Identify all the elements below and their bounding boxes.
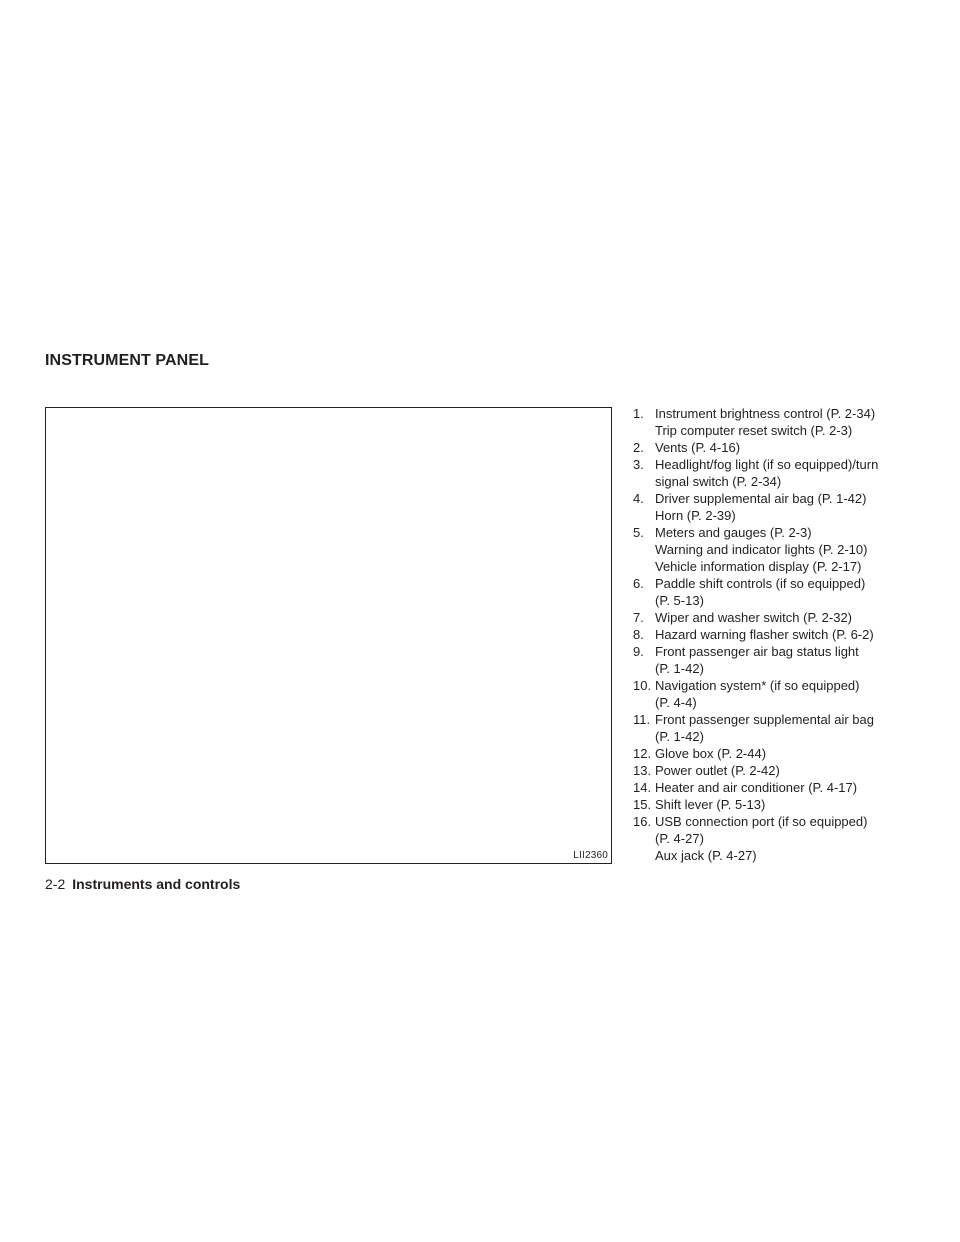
- legend-item-text: [655, 762, 933, 779]
- legend-item-line: Front passenger supplemental air bag: [655, 712, 874, 727]
- legend-item-text: [655, 405, 933, 439]
- legend-item-number: 9.: [633, 644, 644, 659]
- legend-item-line: Navigation system* (if so equipped): [655, 678, 860, 693]
- legend-item-number: 16.: [633, 814, 652, 829]
- legend-item-text: [655, 796, 933, 813]
- legend-item: [633, 626, 933, 643]
- legend-item-line: Vehicle information display (P. 2-17): [655, 559, 862, 574]
- legend-item-text: [655, 745, 933, 762]
- legend-item: [633, 575, 933, 609]
- legend-item-number: 10.: [633, 678, 652, 693]
- legend-item-line: USB connection port (if so equipped): [655, 814, 868, 829]
- page-number: 2-2: [45, 876, 66, 892]
- legend-item-number: 6.: [633, 576, 644, 591]
- legend-item-line: (P. 5-13): [655, 593, 704, 608]
- legend-item-line: Headlight/fog light (if so equipped)/turn: [655, 457, 879, 472]
- legend-item: [633, 796, 933, 813]
- chapter-title: Instruments and controls: [72, 876, 241, 892]
- legend-item: [633, 745, 933, 762]
- legend-item-line: (P. 4-4): [655, 695, 697, 710]
- legend-item: [633, 711, 933, 745]
- legend-item-line: (P. 1-42): [655, 661, 704, 676]
- legend-item-text: [655, 779, 933, 796]
- legend-item: [633, 405, 933, 439]
- legend-item-text: [655, 609, 933, 626]
- legend-item-number: 13.: [633, 763, 652, 778]
- legend-item-text: [655, 813, 933, 864]
- legend-item: [633, 524, 933, 575]
- legend-item-line: Meters and gauges (P. 2-3): [655, 525, 812, 540]
- legend-item: [633, 762, 933, 779]
- legend-item-text: [655, 677, 933, 711]
- legend-item-text: [655, 439, 933, 456]
- legend-item-text: [655, 643, 933, 677]
- legend-item-number: 15.: [633, 797, 652, 812]
- legend-item-line: Shift lever (P. 5-13): [655, 797, 766, 812]
- page-footer: [45, 876, 240, 892]
- legend-item-text: [655, 490, 933, 524]
- legend-item-number: 2.: [633, 440, 644, 455]
- callout-legend: [633, 405, 933, 864]
- legend-item-number: 8.: [633, 627, 644, 642]
- legend-item: [633, 779, 933, 796]
- legend-item: [633, 609, 933, 626]
- legend-item-text: [655, 711, 933, 745]
- legend-item: [633, 439, 933, 456]
- legend-item-number: 7.: [633, 610, 644, 625]
- legend-item-line: Trip computer reset switch (P. 2-3): [655, 423, 853, 438]
- legend-item-line: Hazard warning flasher switch (P. 6-2): [655, 627, 874, 642]
- legend-item-number: 4.: [633, 491, 644, 506]
- legend-item-line: Instrument brightness control (P. 2-34): [655, 406, 876, 421]
- legend-item-line: Vents (P. 4-16): [655, 440, 741, 455]
- legend-item-text: [655, 456, 933, 490]
- legend-item-number: 3.: [633, 457, 644, 472]
- legend-item-number: 12.: [633, 746, 652, 761]
- legend-item: [633, 456, 933, 490]
- legend-item-text: [655, 575, 933, 609]
- legend-item: [633, 677, 933, 711]
- legend-item-line: Glove box (P. 2-44): [655, 746, 767, 761]
- legend-item: [633, 490, 933, 524]
- legend-item-line: (P. 4-27): [655, 831, 704, 846]
- legend-item-line: signal switch (P. 2-34): [655, 474, 782, 489]
- instrument-panel-figure: [45, 407, 612, 864]
- legend-item-line: Warning and indicator lights (P. 2-10): [655, 542, 868, 557]
- legend-item-number: 14.: [633, 780, 652, 795]
- legend-item-line: Driver supplemental air bag (P. 1-42): [655, 491, 867, 506]
- legend-item-number: 1.: [633, 406, 644, 421]
- section-title: INSTRUMENT PANEL: [45, 352, 209, 369]
- legend-item-line: Horn (P. 2-39): [655, 508, 736, 523]
- legend-item: [633, 643, 933, 677]
- legend-item-line: Aux jack (P. 4-27): [655, 848, 757, 863]
- legend-item-line: Heater and air conditioner (P. 4-17): [655, 780, 858, 795]
- legend-item-line: Paddle shift controls (if so equipped): [655, 576, 866, 591]
- legend-item: [633, 813, 933, 864]
- legend-item-line: Front passenger air bag status light: [655, 644, 859, 659]
- legend-item-text: [655, 524, 933, 575]
- legend-item-number: 5.: [633, 525, 644, 540]
- legend-item-text: [655, 626, 933, 643]
- figure-code: LII2360: [573, 850, 608, 861]
- legend-item-number: 11.: [633, 712, 651, 727]
- legend-item-line: (P. 1-42): [655, 729, 704, 744]
- legend-item-line: Power outlet (P. 2-42): [655, 763, 780, 778]
- legend-item-line: Wiper and washer switch (P. 2-32): [655, 610, 853, 625]
